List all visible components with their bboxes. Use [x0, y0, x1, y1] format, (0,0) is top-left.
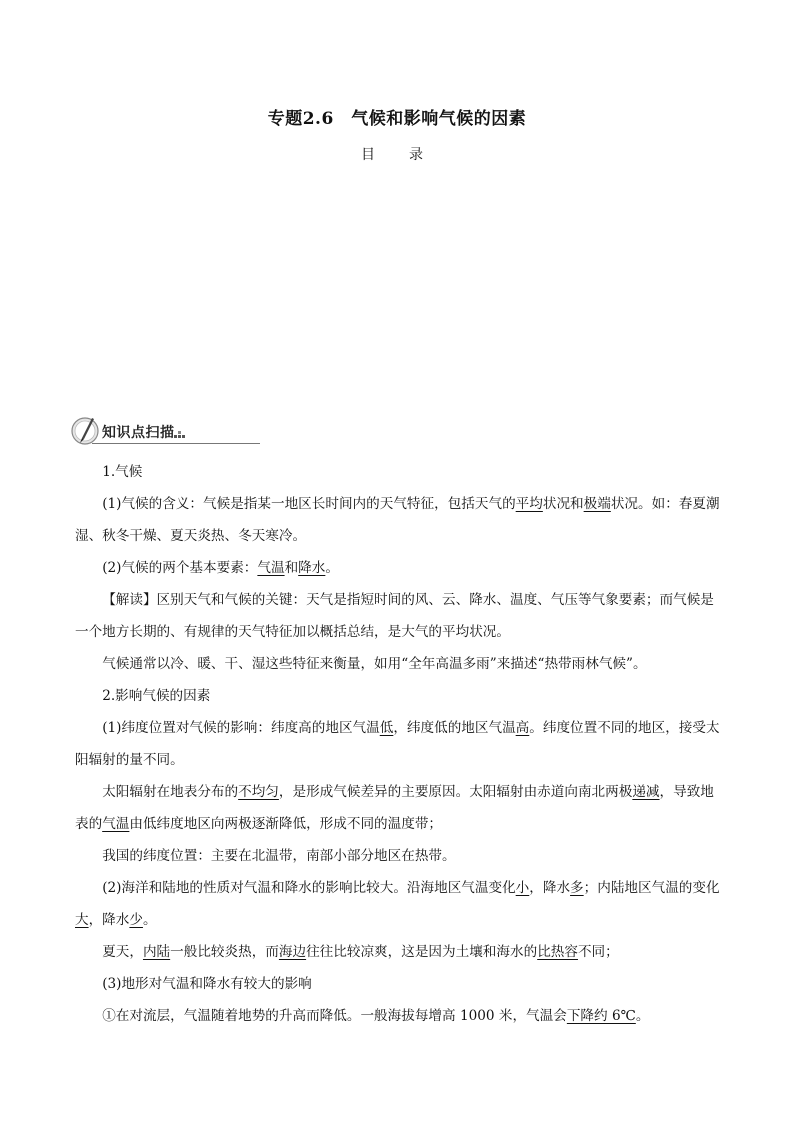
text: 太阳辐射在地表分布的 [102, 784, 239, 800]
text: (2)海洋和陆地的性质对气温和降水的影响比较大。沿海地区气温变化 [102, 880, 516, 896]
text: 状况和 [542, 496, 584, 512]
text: 。 [635, 1008, 650, 1024]
para-solar-radiation [75, 776, 723, 840]
text: (3)地形对气温和降水有较大的影响 [102, 976, 312, 992]
text: 1.气候 [102, 464, 143, 480]
text: ，导致地表的 [75, 784, 714, 832]
text: 一般比较炎热，而 [170, 944, 279, 960]
text: 。 [325, 560, 339, 576]
text: 气候通常以冷、暖、干、湿这些特征来衡量，如用“全年高温多雨”来描述“热带雨林气候”。 [102, 656, 647, 672]
underlined-term: 比热容 [537, 944, 578, 960]
underlined-term: 气温 [102, 816, 130, 832]
text: (2)气候的两个基本要素： [102, 560, 258, 576]
text: (1)气候的含义：气候是指某一地区长时间内的天气特征，包括天气的 [102, 496, 516, 512]
page-title: 专题2.6 气候和影响气候的因素 [267, 109, 527, 129]
underlined-term: 极端 [583, 496, 611, 512]
section-badge-label: 知识点扫描 [102, 425, 175, 441]
para-latitude [75, 712, 723, 776]
grid-dots-icon [174, 431, 186, 441]
text: 2.影响气候的因素 [102, 688, 211, 704]
text: 。纬度位置不同的地区，接受太阳辐射的量不同。 [75, 720, 720, 768]
para-climate-definition [75, 488, 723, 552]
section-badge [70, 414, 194, 448]
text: 不同； [577, 944, 619, 960]
toc-heading: 目 录 [361, 147, 433, 163]
para-climate-elements [75, 552, 723, 584]
heading-factors [75, 680, 723, 712]
para-land-sea [75, 872, 723, 936]
text: 状况。如：春夏潮湿、秋冬干燥、夏天炎热、冬天寒冷。 [75, 496, 720, 544]
para-terrain [75, 968, 723, 1000]
para-interpretation [75, 584, 723, 648]
underlined-term: 高 [515, 720, 530, 736]
text: (1)纬度位置对气候的影响：纬度高的地区气温 [102, 720, 380, 736]
underlined-term: 气温 [257, 560, 285, 576]
text: 我国的纬度位置：主要在北温带，南部小部分地区在热带。 [102, 848, 456, 864]
para-climate-measure [75, 648, 723, 680]
text: ，纬度低的地区气温 [393, 720, 516, 736]
text: ；内陆地区气温的变化 [583, 880, 720, 896]
underlined-term: 多 [570, 880, 584, 896]
text: 由低纬度地区向两极逐渐降低，形成不同的温度带； [129, 816, 443, 832]
underlined-term: 递减 [632, 784, 660, 800]
underlined-term: 下降约 6℃ [566, 1008, 636, 1024]
text: ①在对流层，气温随着地势的升高而降低。一般海拔每增高 1000 米，气温会 [102, 1008, 567, 1024]
underlined-term: 内陆 [142, 944, 171, 960]
underlined-term: 不均匀 [238, 784, 279, 800]
underlined-term: 小 [515, 880, 530, 896]
text: ，降水 [88, 912, 130, 928]
text: ，是形成气候差异的主要原因。太阳辐射由赤道向南北两极 [278, 784, 633, 800]
underlined-term: 大 [75, 912, 89, 928]
underlined-term: 海边 [278, 944, 307, 960]
para-summer [75, 936, 723, 968]
section-divider [92, 443, 260, 444]
heading-climate [75, 456, 723, 488]
text: 和 [284, 560, 299, 576]
underlined-term: 降水 [298, 560, 326, 576]
underlined-term: 平均 [515, 496, 543, 512]
text: 往往比较凉爽，这是因为土壤和海水的 [306, 944, 538, 960]
para-altitude [75, 1000, 723, 1032]
text: 。 [142, 912, 157, 928]
para-china-latitude [75, 840, 723, 872]
text: ，降水 [529, 880, 571, 896]
text: 【解读】区别天气和气候的关键：天气是指短时间的风、云、降水、温度、气压等气象要素；而气候是一个地方长期的、有规律的天气特征加以概括总结，是大气的平均状况。 [75, 592, 714, 640]
text: 夏天， [102, 944, 143, 960]
underlined-term: 少 [129, 912, 143, 928]
underlined-term: 低 [379, 720, 394, 736]
